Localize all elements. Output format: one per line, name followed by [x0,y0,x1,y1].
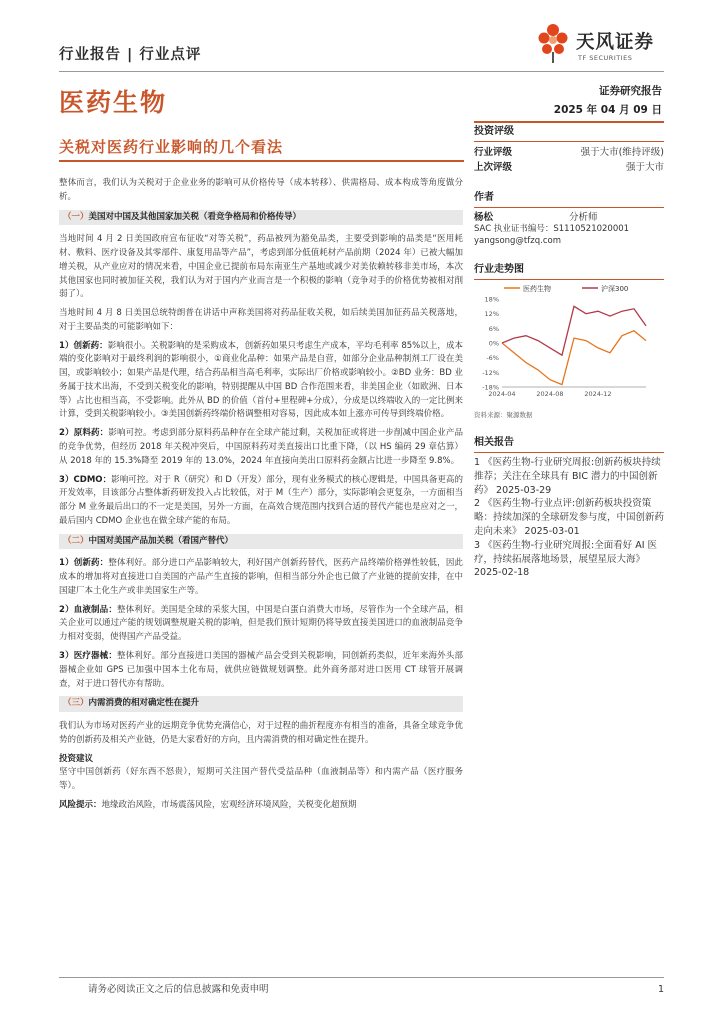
list-item [59,604,463,645]
author-email[interactable]: yangsong@tfzq.com [474,235,561,246]
legend-label: 医药生物 [523,285,551,293]
y-tick-label: 18% [484,295,499,304]
y-tick-label: 6% [488,324,499,333]
footer-divider [59,977,664,978]
list-item [59,340,463,423]
related-report-link[interactable]: 1 《医药生物-行业研究周报:创新药板块持续推荐；关注在全球具有 BIC 潜力的中国创新药》 2025-03-29 [474,457,661,496]
trend-heading: 行业走势图 [474,262,664,280]
report-date: 2025 年 04 月 09 日 [553,104,662,116]
item-text: 整体利好。美国是全球的采浆大国，中国是白蛋白消费大市场，尽管作为一个全球产品，相关企业可以通过产能的规划调整规避关税的影响，但是我们预计短期仍将导致直接美国进口的血液制品竞争力相对变弱，使得国产产品受益。 [59,604,463,643]
date-divider [474,121,664,123]
risk-heading: 风险提示： [59,799,102,810]
report-subtitle: 关税对医药行业影响的几个看法 [59,138,284,156]
author-block [474,211,664,248]
page-number: 1 [657,984,664,995]
series-line [502,306,646,355]
author-sac: SAC 执业证书编号：S1110521020001 [474,224,630,235]
item-heading: 1）创新药： [59,558,109,569]
y-tick-label: 12% [484,310,499,319]
rating-row [474,145,664,160]
item-text: 影响很小。关税影响的是采购成本，创新药如果只考虑生产成本，平均毛利率 85%以上，成本端的变化影响对于最终利润的影响很小，①商业化品种：如果产品是自营，如部分企业品种制剂工厂设在美国，或影响较小；如果产品是代理，结合药品相当高毛利率，实际出厂价格或影响较小。②BD 业务：BD 业务属于技术出海，不受到关税变化的影响，特别提醒从中国 BD 合作范围来看，非美国企业（如欧洲、日本等）占比也相当高，不受影响。此外从 BD 的价值（首付+里程碑+分成），分成是以终端收入的一定比例来计算，受到关税影响较小。③美国创新药终端价格调整相对容易，因此成本如上涨亦可传导到终端价格。 [59,340,463,420]
x-tick-label: 2024-04 [488,390,516,398]
footer-disclaimer: 请务必阅读正文之后的信息披露和免责申明 [88,984,269,995]
y-tick-label: 0% [488,339,499,348]
item-heading: 2）血液制品： [59,604,117,615]
section-number: （三） [63,698,89,709]
paragraph: 当地时间 4 月 8 日美国总统特朗普在讲话中声称美国将对药品征收关税，如后续美国加征药品关税落地，对于主要品类的可能影响如下： [59,308,463,332]
x-tick-label: 2024-12 [584,390,612,398]
rating-heading: 投资评级 [474,124,664,142]
rating-value: 强于大市 [625,162,664,174]
related-heading: 相关报告 [474,435,664,453]
item-heading: 2）原料药： [59,428,109,439]
logo-text-cn: 天风证券 [576,32,655,53]
author-heading: 作者 [474,190,664,208]
x-tick-label: 2024-08 [536,390,564,398]
section-number: （二） [63,535,89,546]
rating-key: 行业评级 [474,147,513,159]
related-report-link[interactable]: 2 《医药生物-行业点评:创新药板块投资策略：持续加深的全球研发参与度，中国创新药走向未来》 2025-03-01 [474,498,665,538]
related-report-link[interactable]: 3 《医药生物-行业研究周报:全面看好 AI 医疗，持续拓展落地场景，展望星辰大海》 2025-02-18 [474,539,658,579]
section-heading-1 [59,210,463,226]
advice-heading: 投资建议 [59,753,94,764]
report-type: 证券研究报告 [599,85,662,97]
list-item [59,427,463,468]
section-heading-2 [59,534,463,550]
y-tick-label: -18% [482,383,499,392]
item-text: 整体利好。部分进口产品影响较大，利好国产创新药替代，医药产品终端价格弹性较低，因此成本的增加将对直接进口自美国的产品产生直接的影响，但相当部分外企也已做了产业链的提前安排，在中国建厂本土化生产或非美国家生产等。 [59,558,463,596]
section-heading-3 [59,696,463,712]
rating-value: 强于大市(维持评级) [580,147,664,159]
advice-text: 坚守中国创新药（好东西不怒贵），短期可关注国产替代受益品种（血液制品等）和内需产品（医疗服务等）。 [59,767,463,792]
item-heading: 3）CDMO： [59,474,112,485]
trend-chart [474,279,664,409]
subtitle-divider [59,160,464,162]
y-tick-label: -12% [482,368,499,377]
author-name: 杨松 [474,211,494,223]
rating-key: 上次评级 [474,162,513,174]
logo-flower-icon [534,22,572,64]
item-text: 整体利好。部分直接进口美国的器械产品会受到关税影响，同创新药类似，近年来海外头部器械企业如 GPS 已加强中国本土化布局，就供应链做规划调整。此外商务部对进口医用 CT 球管开展调查，对于进口替代亦有帮助。 [59,650,463,689]
sidebar [474,124,664,283]
list-item [59,474,463,529]
paragraph: 我们认为市场对医药产业的远期竞争优势充满信心，对于过程的曲折程度亦有相当的准备，具备全球竞争优势的创新药及相关产业链，仍是大家看好的方向，且内需消费的相对确定性在提升。 [59,721,463,745]
item-text: 影响可控。考虑到部分原料药品种存在全球产能过剩，关税加征或将进一步削减中国企业产品的竞争优势，但经历 2018 年关税冲突后，中国原料药对美直接出口比重下降，（以 HS 编码 29 章估算）从 2018 年的 15.3%降至 2019 年的 13.0%，2024 年直接向美出口原料药金额占比进一步降至 9.8%。 [59,428,463,466]
sector-title: 医药生物 [59,88,168,117]
y-tick-label: -6% [486,354,499,363]
section-number: （一） [63,211,89,222]
item-heading: 3）医疗器械： [59,650,117,661]
related-reports [474,435,664,580]
section-title: 内需消费的相对确定性在提升 [88,698,200,709]
risk-line [59,799,463,813]
item-text: 影响可控。对于 R（研究）和 D（开发）部分，现有业务模式的核心逻辑是，中国具备更高的开发效率，目该部分占整体新药研发投入占比较低，对于 M（生产）部分，实际影响会更复杂，一方面相当部分 M 业务最后出口的不一定是美国，另外一方面，在高效合规范围内找到合适的替代产能也是应对之一，最后国内 CDMO 企业也在做全球产能的布局。 [59,474,463,526]
section-title: 美国对中国及其他国家加关税（看竞争格局和价格传导） [88,211,302,222]
paragraph: 当地时间 4 月 2 日美国政府宣布征收“对等关税”，药品被列为豁免品类，主要受到影响的品类是“医用耗材、敷料、医疗设备及其零部件、康复用品等产品”，考虑到部分低值耗材产品前期（2024 年）已被大幅加增关税，从产业应对的情况来看，中国企业已提前布局东南亚生产基地或减少对美依赖转移非美市场，本次其他国家也同时被加征关税，我们认为对于国内产业而言是一个积极的影响（竞争对手的价格优势被相对削弱了）。 [59,234,463,300]
chart-source: 资料来源：聚源数据 [474,411,533,419]
intro-paragraph: 整体而言，我们认为关税对于企业业务的影响可从价格传导（成本转移）、供需格局、成本构成等角度做分析。 [59,178,463,202]
list-item [59,650,463,691]
logo-text-en: TF SECURITIES [578,54,633,62]
report-category: 行业报告 | 行业点评 [59,47,202,63]
section-title: 中国对美国产品加关税（看国产替代） [88,535,234,546]
risk-text: 地缘政治风险，市场震荡风险，宏观经济环境风险，关税变化超预期 [101,799,357,810]
company-logo [534,22,669,68]
item-heading: 1）创新药： [59,340,108,351]
series-line [502,331,646,385]
rating-row [474,160,664,175]
legend-label: 沪深300 [601,285,629,293]
header-divider [59,71,664,72]
list-item [59,557,463,598]
main-body [59,177,463,818]
author-title: 分析师 [569,211,598,223]
